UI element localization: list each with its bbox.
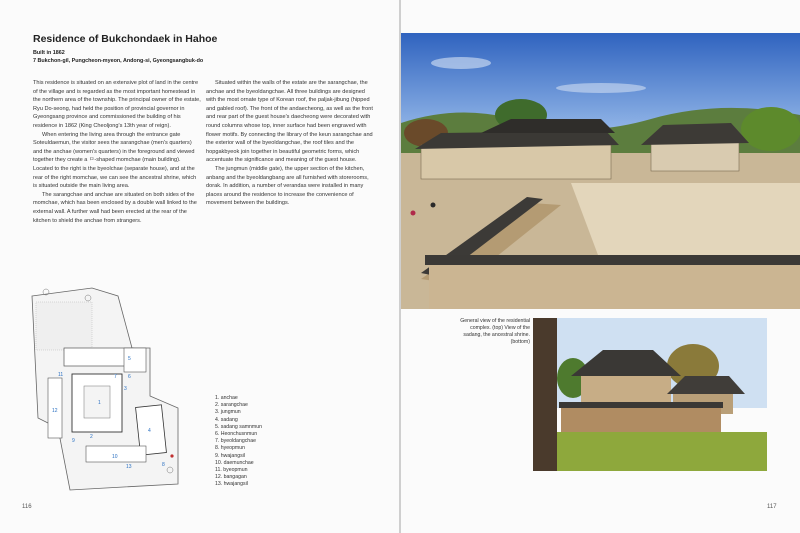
paragraph: The sarangchae and anchae are situated on both sides of the momchae, which has been enclosed by a double wall linked to the external wall. A further wall had been erected at the rear of the kitchen to shield the anchae from strangers. (33, 191, 197, 224)
paragraph: The jungmun (middle gate), the upper section of the kitchen, anbang and the byeoldangbang are all furnished with storerooms, dorak. In addition, a number of verandas were installed in many places around the residence to increase the convenience of movement between the buildings. (206, 165, 369, 207)
page-number-left: 116 (22, 504, 32, 510)
visitor (431, 203, 436, 208)
legend-item: 11. byeopmun (215, 467, 248, 474)
text-column-left (33, 79, 201, 225)
plan-label: 13 (126, 464, 132, 470)
legend-item: 10. daemunchae (215, 459, 254, 466)
plan-courtyard-upper (36, 302, 92, 350)
legend-item: 8. hyeopmun (215, 445, 245, 452)
plan-label: 5 (128, 356, 131, 362)
photo-general-view (401, 33, 800, 309)
paragraph: This residence is situated on an extensive plot of land in the centre of the village and is regarded as the most important homestead in the northern area of the township. The principal owner of the estate, Ryu Do-seong, had held the position of provincial governor in Gyeongsang province and commissioned the building of his residence in 1862 (King Cheoljong's 13th year of reign). (33, 80, 201, 129)
plan-label: 9 (72, 438, 75, 444)
legend-item: 12. bangagan (215, 474, 247, 481)
legend-item: 6. Heonchusnmun (215, 431, 258, 438)
legend-item: 7. byeoldangchae (215, 438, 256, 445)
legend-item: 4. sadang (215, 416, 238, 423)
text-column-right (206, 79, 374, 208)
plan-label: 1 (98, 400, 101, 406)
plan-entrance-marker (170, 454, 173, 457)
building-meta (33, 49, 203, 65)
cloud (431, 57, 491, 69)
page-title: Residence of Bukchondaek in Hahoe (33, 33, 218, 45)
legend-item: 3. jungmun (215, 409, 241, 416)
front-wall-roof (425, 255, 800, 265)
photo-caption: General view of the residential complex. (top) View of the sadang, the ancestral shrine. (bottom) (460, 318, 530, 345)
lawn (557, 432, 767, 471)
tree (741, 107, 800, 151)
cloud (556, 83, 646, 93)
shrine-wall-roof (559, 402, 723, 408)
photo-ancestral-shrine (533, 318, 767, 471)
paragraph: When entering the living area through the entrance gate Soteuldaemun, the visitor sees the sarangchae (men's quarters) and the anchae (women's quarters) in the foreground and viewed together they create a ㅁ-shaped momchae (main building). Located to the right is the byeolchae (separate house), and at the rear of the right momchae, we can see the ancestral shrine, which is situated outside the main living area. (33, 131, 197, 190)
paragraph: Situated within the walls of the estate are the sarangchae, the anchae and the byeoldangchae. All three buildings are designed with the most ornate type of Korean roof, the paljak-jibung (hipped and gabled roof). The front of the andaecheong, as well as the front and rear part of the guest house's daecheong were decorated with round columns whose top, inner surface had been engraved with flower motifs. By connecting the library of the keun sarangchae and the exterior wall of the byeoldangchae, the roof tiles and the hopgakbyeok join together in beautiful geometric forms, which accentuate the significance and meaning of the guest house. (206, 80, 373, 164)
plan-label: 8 (162, 462, 165, 468)
address: 7 Bukchon-gil, Pungcheon-myeon, Andong-si, Gyeongsangbuk-do (33, 58, 204, 64)
visitor (411, 211, 416, 216)
gate-post (533, 318, 557, 471)
legend-item: 2. sarangchae (215, 402, 248, 409)
plan-label: 2 (90, 434, 93, 440)
legend-item: 5. sadang samnmun (215, 423, 263, 430)
plan-label: 3 (124, 386, 127, 392)
plan-legend (215, 395, 262, 489)
built-year: Built in 1862 (33, 50, 65, 56)
floor-plan (28, 278, 208, 493)
legend-item: 9. hwajangsil (215, 452, 245, 459)
page-number-right: 117 (767, 504, 777, 510)
plan-label: 4 (148, 428, 151, 434)
legend-item: 13. hwajangsil (215, 481, 248, 488)
plan-label: 6 (128, 374, 131, 380)
plan-label: 7 (114, 374, 117, 380)
plan-label: 11 (58, 372, 64, 378)
house-wall (421, 145, 611, 179)
plan-label: 12 (52, 408, 58, 414)
plan-upper-building (64, 348, 134, 366)
front-wall (429, 261, 800, 309)
plan-main-courtyard (84, 386, 110, 418)
pavilion-wall (651, 141, 739, 171)
shrine-wall (561, 406, 721, 432)
plan-label: 10 (112, 454, 118, 460)
legend-item: 1. anchae (215, 395, 238, 401)
